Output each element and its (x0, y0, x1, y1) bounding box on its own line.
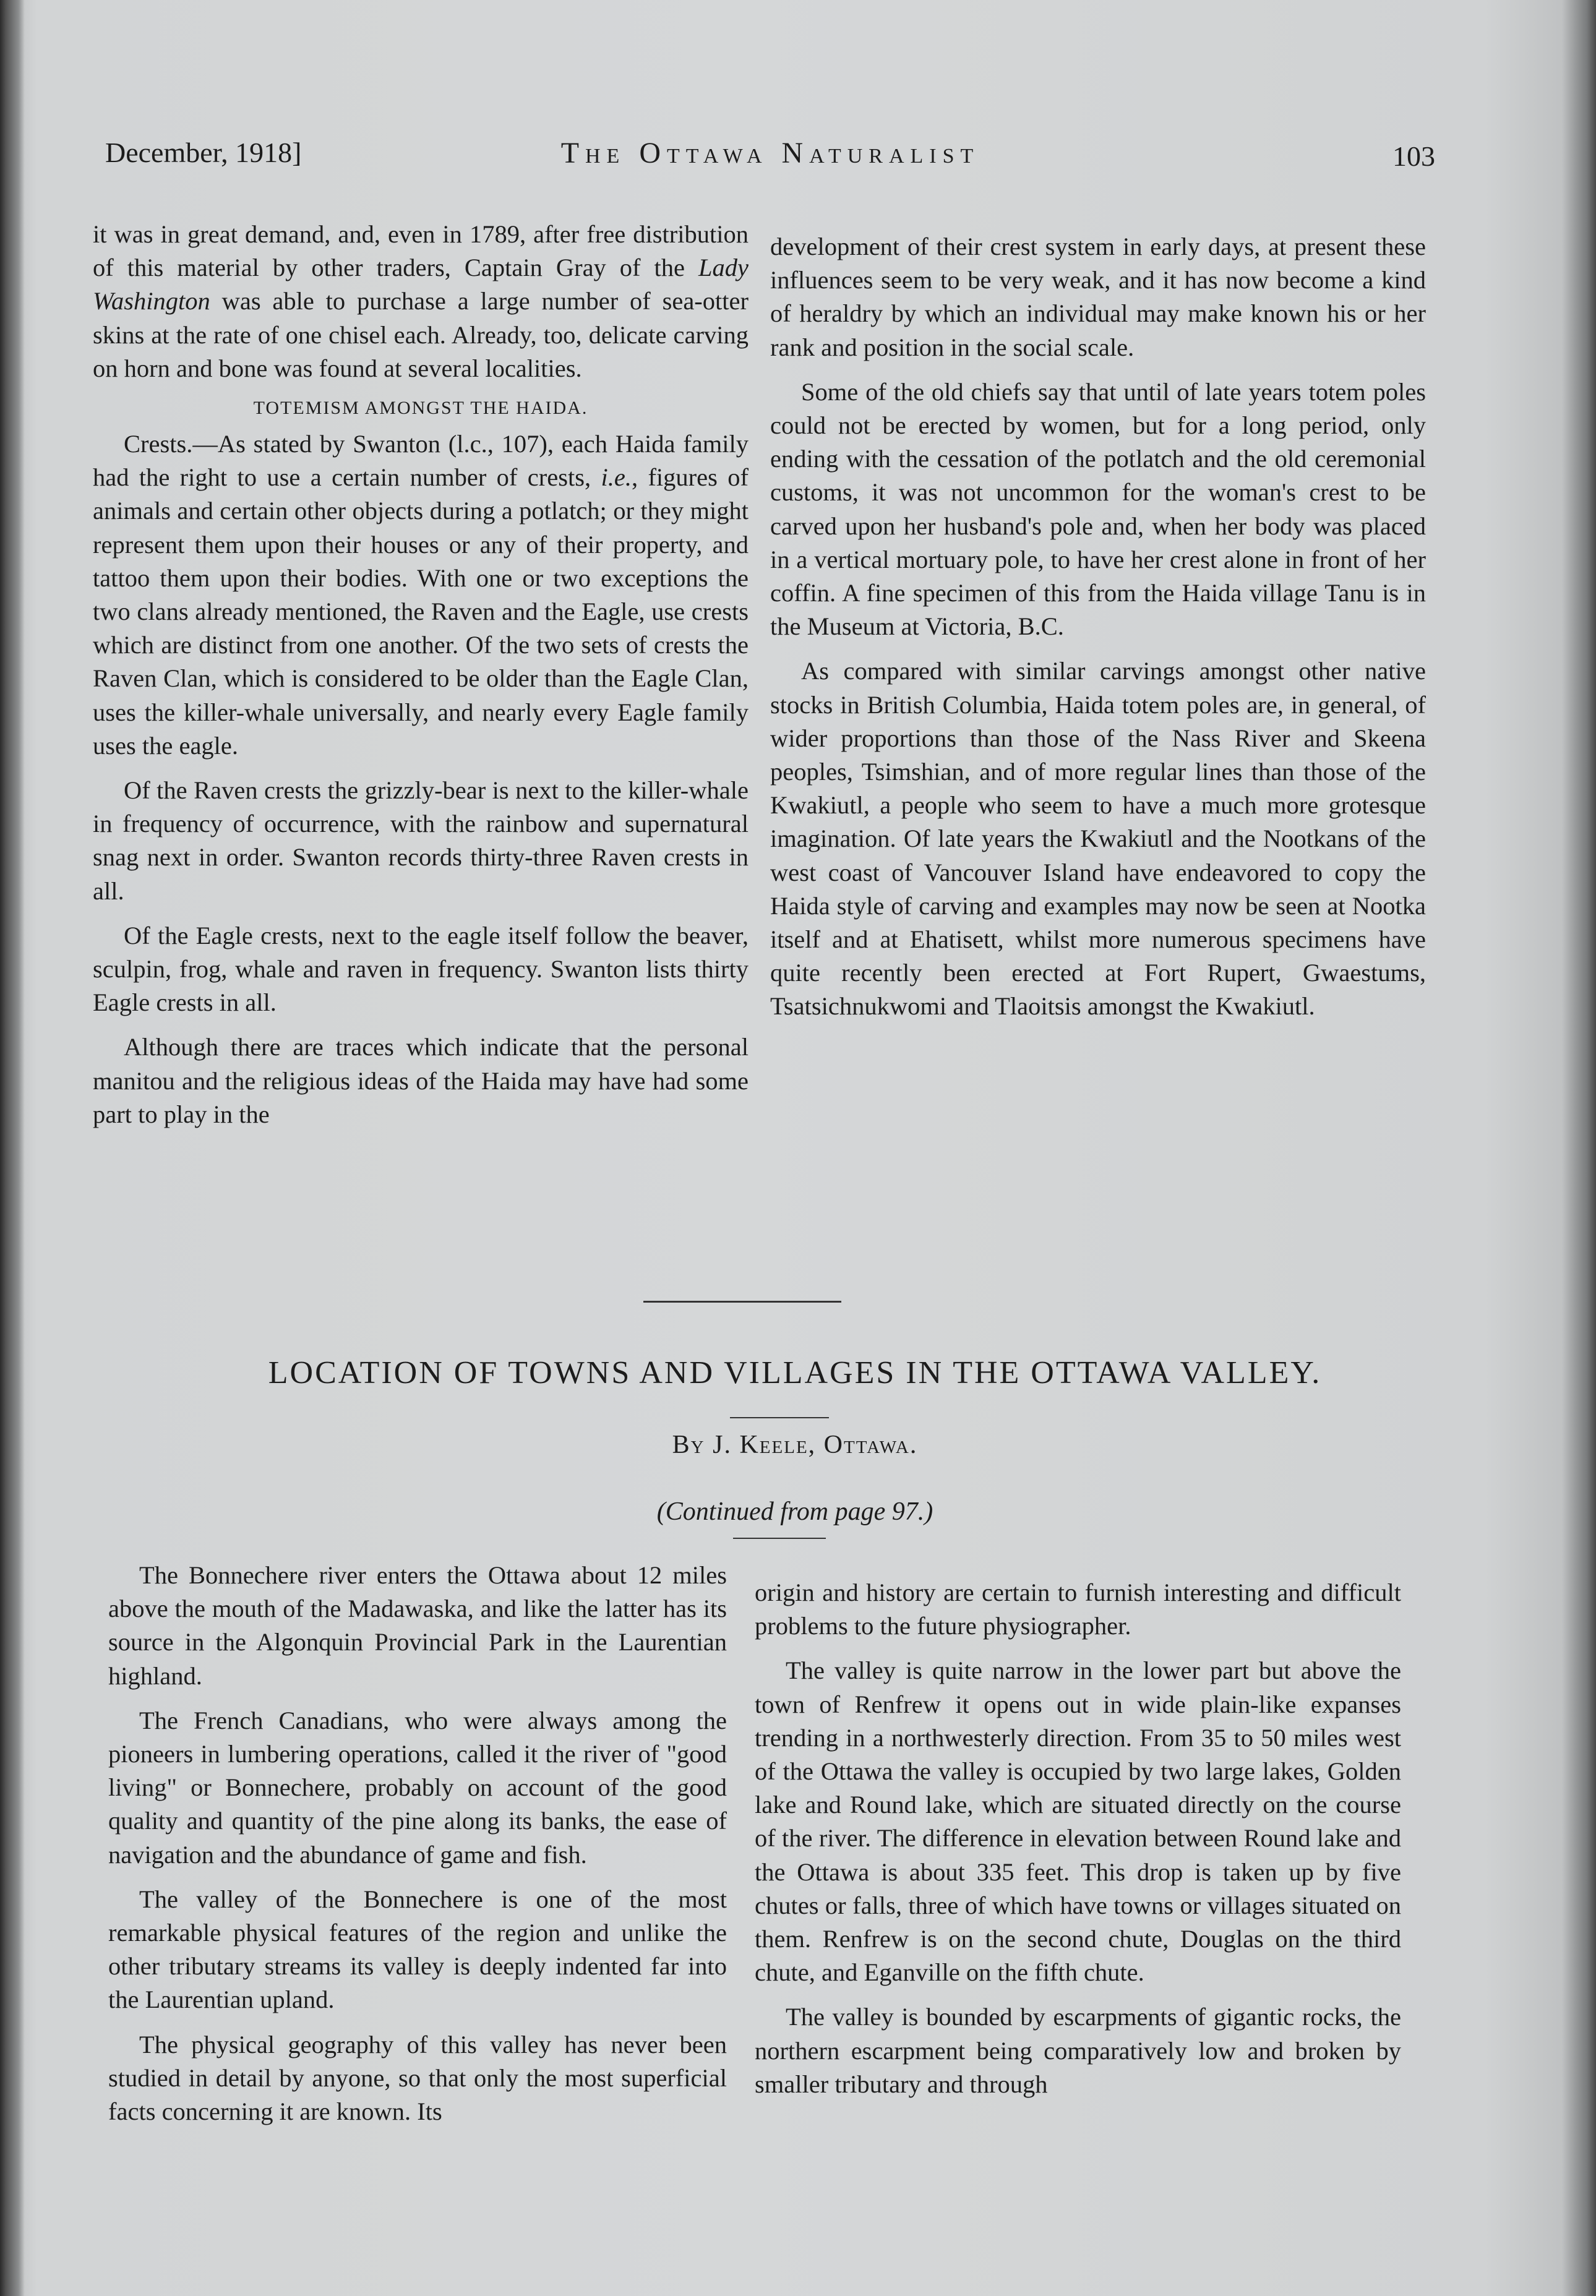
article-title: LOCATION OF TOWNS AND VILLAGES IN THE OTTAWA VALLEY. (268, 1355, 1322, 1390)
running-header (105, 136, 1435, 192)
top-left-column (93, 218, 749, 1131)
top-right-column (770, 230, 1426, 1024)
paragraph: The valley is quite narrow in the lower part but above the town of Renfrew it opens out in wide plain-like expanses trending in a northwesterly direction. From 35 to 50 miles west of the Ottawa the valley is occupied by two large lakes, Golden lake and Round lake, which are situated directly on the course of the river. The difference in elevation between Round lake and the Ottawa is about 335 feet. This drop is taken up by five chutes or falls, three of which have towns or villages situated on them. Renfrew is on the second chute, Douglas on the third chute, and Eganville on the fifth chute. (755, 1656, 1401, 1987)
paragraph: development of their crest system in early days, at present these influences seem to be very weak, and it has now become a kind of heraldry by which an individual may make known his or her rank and position in the social scale. (770, 233, 1426, 361)
byline: By J. Keele, Ottawa. (672, 1431, 918, 1459)
paragraph: The French Canadians, who were always among the pioneers in lumbering operations, called it the river of "good living" or Bonnechere, probably on account of the good quality and quantity of the pine along its banks, the ease of navigation and the abundance of game and fish. (108, 1706, 727, 1869)
paragraph: As compared with similar carvings amongst other native stocks in British Columbia, Haida totem poles are, in general, of wider proportions than those of the Nass River and Skeena peoples, Tsimshian, and of more regular lines than those of the Kwakiutl, a people who seem to have a much more grotesque imagination. Of late years the Kwakiutl and the Nootkans of the west coast of Vancouver Island have endeavored to copy the Haida style of carving and examples may now be seen at Nootka itself and at Ehatisett, whilst more numerous specimens have quite recently been erected at Fort Rupert, Gwaestums, Tsatsichnukwomi and Tlaoitsis amongst the Kwakiutl. (770, 657, 1426, 1021)
paragraph: Of the Eagle crests, next to the eagle itself follow the beaver, sculpin, frog, whale and raven in frequency. Swanton lists thirty Eagle crests in all. (93, 921, 749, 1017)
byline-rule (733, 1538, 826, 1539)
paragraph: Although there are traces which indicate that the personal manitou and the religious ideas of the Haida may have had some part to play in the (93, 1033, 749, 1128)
header-date: December, 1918] (105, 137, 302, 168)
page-edge-shadow (1562, 0, 1596, 2296)
paragraph: Some of the old chiefs say that until of late years totem poles could not be erected by women, but for a long period, only ending with the cessation of the potlatch and the old ceremonial customs, it was not uncommon for the woman's crest to be carved upon her husband's pole and, when her body was placed in a vertical mortuary pole, to have her crest alone in front of her coffin. A fine specimen of this from the Haida village Tanu is in the Museum at Victoria, B.C. (770, 377, 1426, 641)
journal-title: The Ottawa Naturalist (560, 137, 980, 169)
continued-note: (Continued from page 97.) (656, 1497, 933, 1526)
paragraph: it was in great demand, and, even in 1789, after free distribution of this material by other traders, Captain Gray of the Lady Washington was able to purchase a large number of sea-otter skins at the rate of one chisel each. Already, too, delicate carving on horn and bone was found at several localities. (93, 220, 749, 382)
page-binding-shadow (0, 0, 25, 2296)
section-divider (643, 1301, 841, 1303)
section-subheading: TOTEMISM AMONGST THE HAIDA. (253, 398, 588, 419)
paragraph: origin and history are certain to furnish interesting and difficult problems to the future physiographer. (755, 1578, 1401, 1640)
bottom-right-column (755, 1576, 1401, 2101)
paragraph: Of the Raven crests the grizzly-bear is next to the killer-whale in frequency of occurrence, with the rainbow and supernatural snag next in order. Swanton records thirty-three Raven crests in all. (93, 776, 749, 905)
paragraph: The valley is bounded by escarpments of gigantic rocks, the northern escarpment being comparatively low and broken by smaller tributary and through (755, 2003, 1401, 2098)
title-rule (730, 1417, 829, 1418)
paragraph: Crests.—As stated by Swanton (l.c., 107), each Haida family had the right to use a certain number of crests, i.e., figures of animals and certain other objects during a potlatch; or they might represent them upon their houses or any of their property, and tattoo them upon their bodies. With one or two exceptions the two clans already mentioned, the Raven and the Eagle, use crests which are distinct from one another. Of the two sets of crests the Raven Clan, which is considered to be older than the Eagle Clan, uses the killer-whale universally, and nearly every Eagle family uses the eagle. (93, 430, 749, 760)
page-number: 103 (1392, 140, 1435, 172)
bottom-left-column (108, 1559, 727, 2128)
paragraph: The valley of the Bonnechere is one of the most remarkable physical features of the region and unlike the other tributary streams its valley is deeply indented far into the Laurentian upland. (108, 1885, 727, 2014)
paragraph: The physical geography of this valley has never been studied in detail by anyone, so that only the most superficial facts concerning it are known. Its (108, 2030, 727, 2126)
paragraph: The Bonnechere river enters the Ottawa about 12 miles above the mouth of the Madawaska, and like the latter has its source in the Algonquin Provincial Park in the Laurentian highland. (108, 1561, 727, 1690)
ship-name: Lady Washington (93, 254, 749, 315)
